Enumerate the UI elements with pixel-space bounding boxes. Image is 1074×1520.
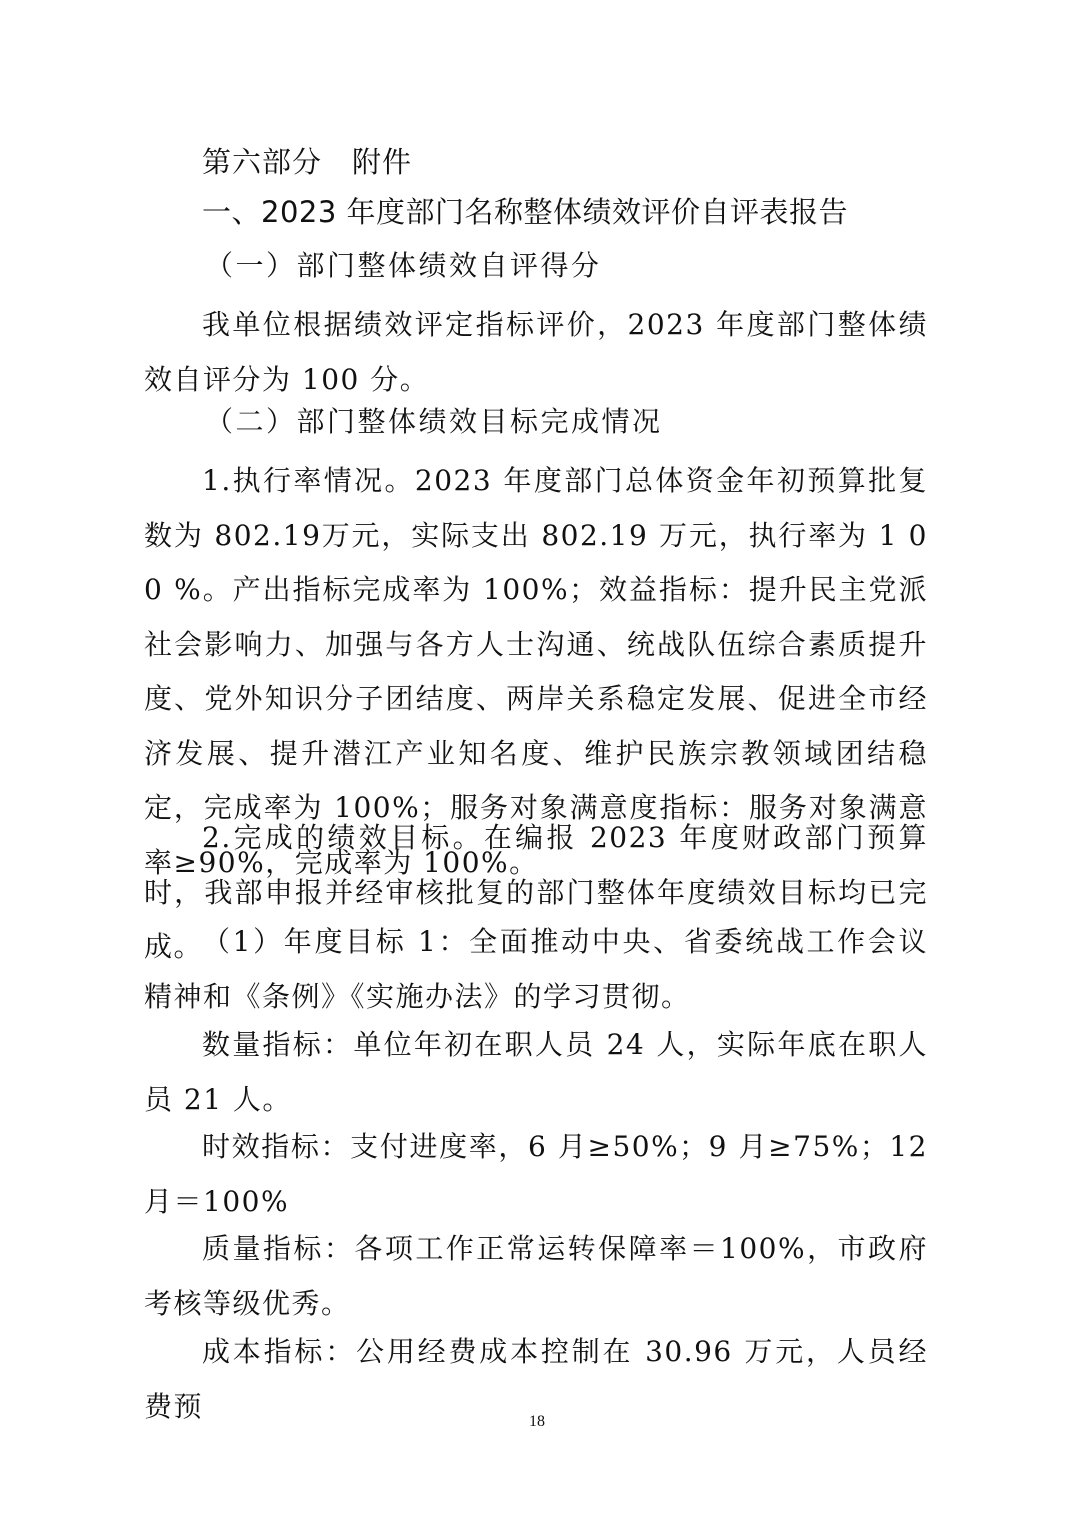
paragraph-quantity-indicator: 数量指标：单位年初在职人员 24 人，实际年底在职人员 21 人。	[144, 1028, 928, 1116]
paragraph-annual-goal-1: （1）年度目标 1：全面推动中央、省委统战工作会议精神和《条例》《实施办法》的学习贯彻。	[144, 925, 928, 1013]
paragraph-completed-goals: 2.完成的绩效目标。在编报 2023 年度财政部门预算时，我部申报并经审核批复的部门整体年度绩效目标均已完成。	[144, 821, 928, 963]
part-title: 第六部分 附件	[202, 145, 413, 179]
paragraph-score: 我单位根据绩效评定指标评价，2023 年度部门整体绩效自评分为 100 分。	[144, 308, 928, 396]
paragraph-cost-indicator: 成本指标：公用经费成本控制在 30.96 万元，人员经费预	[144, 1335, 928, 1423]
subsection-heading-score: （一）部门整体绩效自评得分	[205, 249, 602, 282]
page-number: 18	[529, 1413, 545, 1430]
paragraph-quality-indicator: 质量指标：各项工作正常运转保障率＝100%，市政府考核等级优秀。	[144, 1232, 928, 1320]
paragraph-timeliness-indicator: 时效指标：支付进度率，6 月≥50%；9 月≥75%；12 月＝100%	[144, 1130, 928, 1218]
section-title: 一、2023 年度部门名称整体绩效评价自评表报告	[202, 195, 849, 229]
paragraph-execution-rate: 1.执行率情况。2023 年度部门总体资金年初预算批复数为 802.19万元，实际支出 802.19 万元，执行率为 1 0 0 %。产出指标完成率为 100%；效益指标：提升民主党派社会影响力、加强与各方人士沟通、统战队伍综合素质提升度、党外知识分子团结度、两岸关系稳定发展、促进全市经济发展、提升潜江产业知名度、维护民族宗教领域团结稳定，完成率为 100%；服务对象满意度指标：服务对象满意率≥90%，完成率为 100%。	[144, 464, 928, 879]
subsection-heading-goals: （二）部门整体绩效目标完成情况	[205, 405, 663, 438]
